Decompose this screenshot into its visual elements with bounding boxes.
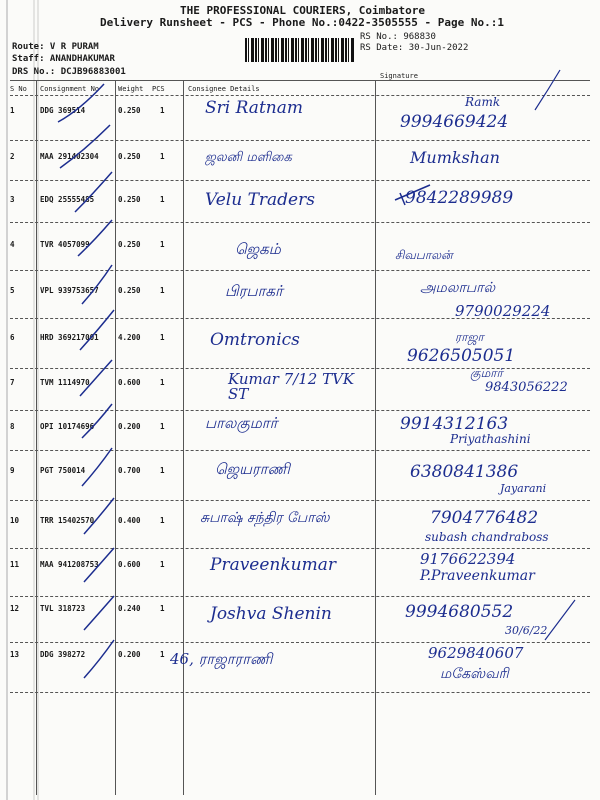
row-weight: 0.250 bbox=[118, 152, 141, 161]
row-phone: 9914312163 bbox=[400, 414, 509, 434]
row-pcs: 1 bbox=[160, 466, 165, 475]
row-signature: Ramk bbox=[465, 95, 501, 109]
row-sno: 7 bbox=[10, 378, 15, 387]
row-consignment: HRD 369217001 bbox=[40, 333, 99, 342]
row-pcs: 1 bbox=[160, 106, 165, 115]
row-phone: 9994669424 bbox=[400, 112, 509, 132]
row-sno: 11 bbox=[10, 560, 20, 569]
row-consignee-name: பாலகுமார் bbox=[205, 414, 278, 432]
row-consignment: TVR 4057099 bbox=[40, 240, 90, 249]
row-consignee-name: ஜெகம் bbox=[235, 240, 281, 258]
row-consignee-name: Joshva Shenin bbox=[210, 604, 332, 624]
row-sno: 1 bbox=[10, 106, 15, 115]
rs-date: RS Date: 30-Jun-2022 bbox=[360, 43, 469, 53]
row-signature: அமலாபால் bbox=[420, 280, 496, 296]
col-header-sno: S No bbox=[10, 85, 27, 93]
col-header-weight: Weight bbox=[118, 85, 144, 93]
row-signature: குமார் bbox=[470, 366, 503, 380]
row-phone: 6380841386 bbox=[410, 462, 519, 482]
row-consignment: MAA 941208753 bbox=[40, 560, 99, 569]
row-signature: சிவபாலன் bbox=[395, 248, 453, 262]
col-header-pcs: PCS bbox=[152, 85, 165, 93]
row-weight: 0.240 bbox=[118, 604, 141, 613]
rs-number: RS No.: 968830 bbox=[360, 32, 436, 42]
col-header-signature: Signature bbox=[380, 72, 418, 80]
row-pcs: 1 bbox=[160, 650, 165, 659]
row-pcs: 1 bbox=[160, 240, 165, 249]
row-pcs: 1 bbox=[160, 152, 165, 161]
row-sno: 12 bbox=[10, 604, 20, 613]
row-weight: 0.200 bbox=[118, 422, 141, 431]
col-header-consignment: Consignment No bbox=[40, 85, 100, 93]
row-phone: 9790029224 bbox=[455, 302, 551, 320]
row-phone: 9176622394 bbox=[420, 550, 516, 568]
row-phone: 9842289989 bbox=[405, 188, 514, 208]
row-signature: Jayarani bbox=[500, 482, 547, 495]
row-consignee-name: பிரபாகர் bbox=[225, 282, 283, 300]
row-signature: P.Praveenkumar bbox=[420, 568, 535, 584]
row-signature: 30/6/22 bbox=[505, 624, 548, 637]
row-signature: ராஜா bbox=[455, 330, 484, 344]
row-pcs: 1 bbox=[160, 333, 165, 342]
row-consignee-name: ஜலனி மளிகை bbox=[205, 150, 292, 165]
row-consignee-name: 46, ராஜாராணி bbox=[170, 650, 273, 668]
row-consignee-name: Kumar 7/12 TVK ST bbox=[228, 370, 355, 403]
row-signature: Priyathashini bbox=[450, 432, 531, 446]
row-sno: 13 bbox=[10, 650, 20, 659]
row-phone: 9626505051 bbox=[407, 346, 516, 366]
row-weight: 0.700 bbox=[118, 466, 141, 475]
row-pcs: 1 bbox=[160, 604, 165, 613]
drs-number: DRS No.: DCJB96883001 bbox=[12, 67, 126, 77]
row-consignment: DDG 369514 bbox=[40, 106, 86, 115]
row-pcs: 1 bbox=[160, 422, 165, 431]
row-weight: 0.250 bbox=[118, 106, 141, 115]
row-consignment: DDG 398272 bbox=[40, 650, 86, 659]
row-pcs: 1 bbox=[160, 195, 165, 204]
row-sno: 2 bbox=[10, 152, 15, 161]
row-consignment: TRR 15402570 bbox=[40, 516, 95, 525]
row-weight: 0.200 bbox=[118, 650, 141, 659]
col-header-consignee: Consignee Details bbox=[188, 85, 260, 93]
row-weight: 0.250 bbox=[118, 195, 141, 204]
row-consignee-name: சுபாஷ் சந்திர போஸ் bbox=[200, 510, 330, 526]
row-consignee-name: Sri Ratnam bbox=[205, 98, 303, 118]
row-weight: 0.600 bbox=[118, 560, 141, 569]
row-consignment: PGT 750014 bbox=[40, 466, 86, 475]
route-label: Route: V R PURAM bbox=[12, 42, 99, 52]
row-pcs: 1 bbox=[160, 560, 165, 569]
row-consignee-name: Praveenkumar bbox=[210, 555, 337, 575]
row-signature: subash chandraboss bbox=[425, 530, 549, 544]
row-weight: 4.200 bbox=[118, 333, 141, 342]
row-sno: 9 bbox=[10, 466, 15, 475]
row-consignee-name: Omtronics bbox=[210, 330, 300, 350]
row-consignment: TVM 1114970 bbox=[40, 378, 90, 387]
staff-label: Staff: ANANDHAKUMAR bbox=[12, 54, 115, 64]
row-sno: 8 bbox=[10, 422, 15, 431]
row-weight: 0.250 bbox=[118, 286, 141, 295]
row-weight: 0.250 bbox=[118, 240, 141, 249]
company-name: THE PROFESSIONAL COURIERS, Coimbatore bbox=[180, 4, 426, 17]
row-pcs: 1 bbox=[160, 286, 165, 295]
runsheet-title: Delivery Runsheet - PCS - Phone No.:0422-3505555 - Page No.:1 bbox=[100, 16, 504, 29]
row-sno: 10 bbox=[10, 516, 20, 525]
row-weight: 0.600 bbox=[118, 378, 141, 387]
row-phone: 7904776482 bbox=[430, 508, 539, 528]
row-pcs: 1 bbox=[160, 378, 165, 387]
row-phone: 9994680552 bbox=[405, 602, 514, 622]
row-consignee-name: Velu Traders bbox=[205, 190, 315, 210]
row-consignment: EDQ 25555485 bbox=[40, 195, 95, 204]
row-weight: 0.400 bbox=[118, 516, 141, 525]
row-consignment: VPL 939753657 bbox=[40, 286, 99, 295]
row-phone: 9629840607 bbox=[428, 644, 524, 662]
row-sno: 5 bbox=[10, 286, 15, 295]
row-sno: 3 bbox=[10, 195, 15, 204]
row-consignment: TVL 318723 bbox=[40, 604, 86, 613]
row-phone: 9843056222 bbox=[485, 380, 568, 395]
row-sno: 6 bbox=[10, 333, 15, 342]
row-consignee-name: ஜெயராணி bbox=[215, 460, 290, 478]
row-pcs: 1 bbox=[160, 516, 165, 525]
row-sno: 4 bbox=[10, 240, 15, 249]
row-consignment: OPI 10174696 bbox=[40, 422, 95, 431]
row-consignment: MAA 291402304 bbox=[40, 152, 99, 161]
row-signature: மகேஸ்வரி bbox=[440, 666, 509, 682]
row-signature: Mumkshan bbox=[410, 148, 500, 167]
